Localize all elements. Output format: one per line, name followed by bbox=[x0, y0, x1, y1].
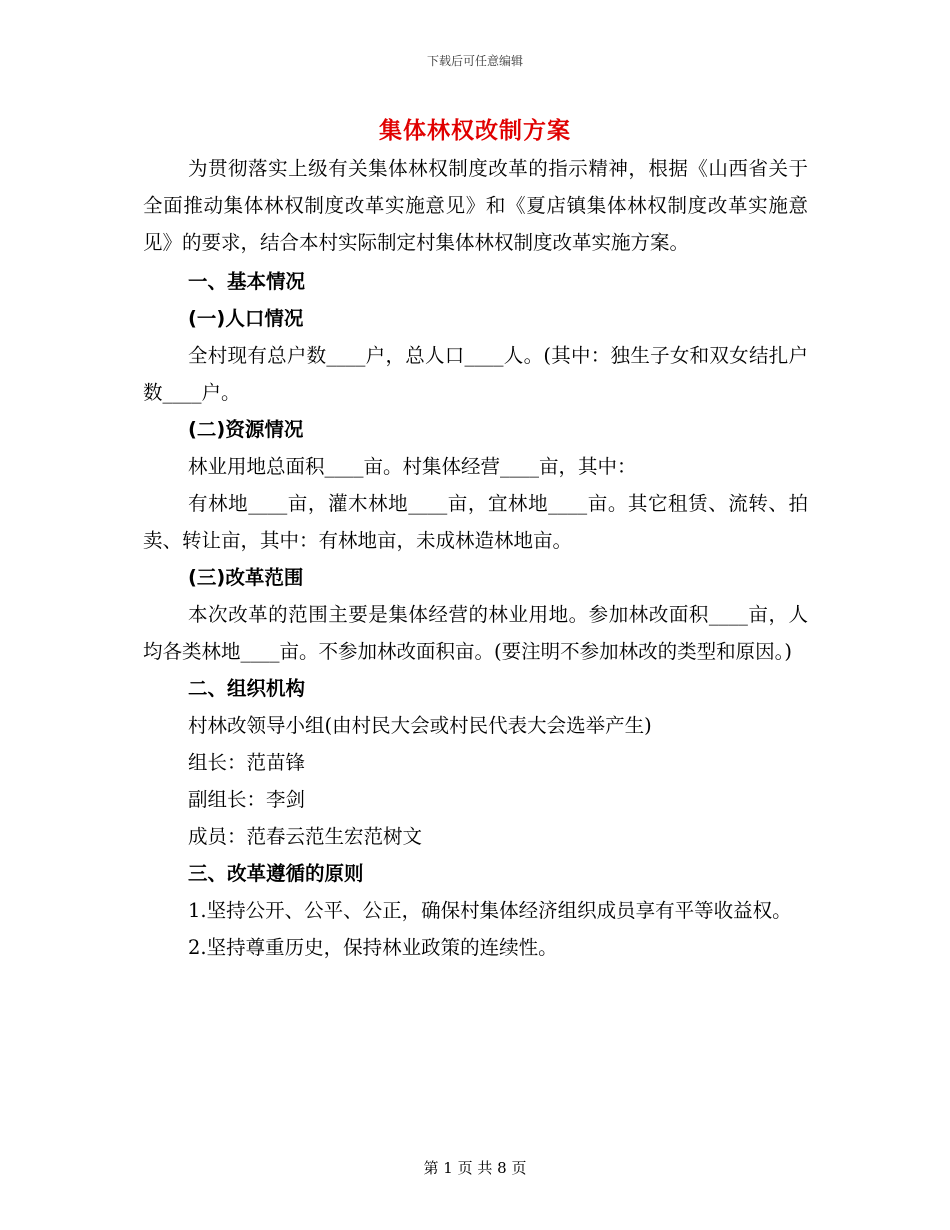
paragraph-reform-scope: 本次改革的范围主要是集体经营的林业用地。参加林改面积____亩，人均各类林地____亩。不参加林改面积亩。(要注明不参加林改的类型和原因。) bbox=[143, 603, 808, 663]
paragraph-group-leader: 组长：范苗锋 bbox=[188, 751, 306, 774]
heading-reform-scope: (三)改革范围 bbox=[188, 566, 304, 589]
heading-basic-situation: 一、基本情况 bbox=[188, 270, 306, 293]
page-footer: 第 1 页 共 8 页 bbox=[423, 1159, 527, 1177]
page-header: 下载后可任意编辑 bbox=[426, 54, 523, 68]
paragraph-principle-1: 1.坚持公开、公平、公正，确保村集体经济组织成员享有平等收益权。 bbox=[188, 899, 792, 922]
paragraph-intro: 为贯彻落实上级有关集体林权制度改革的指示精神，根据《山西省关于全面推动集体林权制度改革实施意见》和《夏店镇集体林权制度改革实施意见》的要求，结合本村实际制定村集体林权制度改革实施方案。 bbox=[143, 157, 808, 254]
heading-resources: (二)资源情况 bbox=[188, 418, 304, 441]
paragraph-members: 成员：范春云范生宏范树文 bbox=[188, 825, 423, 848]
document-title: 集体林权改制方案 bbox=[379, 118, 571, 144]
paragraph-population: 全村现有总户数____户，总人口____人。(其中：独生子女和双女结扎户数____户。 bbox=[143, 344, 808, 404]
document-body bbox=[143, 150, 808, 966]
paragraph-leading-group: 村林改领导小组(由村民大会或村民代表大会选举产生) bbox=[188, 714, 652, 737]
paragraph-forest-types: 有林地____亩，灌木林地____亩，宜林地____亩。其它租赁、流转、拍卖、转让亩，其中：有林地亩，未成林造林地亩。 bbox=[143, 492, 808, 552]
heading-organization: 二、组织机构 bbox=[188, 677, 306, 700]
paragraph-deputy-leader: 副组长：李剑 bbox=[188, 788, 306, 811]
heading-principles: 三、改革遵循的原则 bbox=[188, 862, 364, 885]
paragraph-forest-area: 林业用地总面积____亩。村集体经营____亩，其中： bbox=[188, 455, 637, 478]
paragraph-principle-2: 2.坚持尊重历史，保持林业政策的连续性。 bbox=[188, 936, 558, 959]
heading-population: (一)人口情况 bbox=[188, 307, 304, 330]
